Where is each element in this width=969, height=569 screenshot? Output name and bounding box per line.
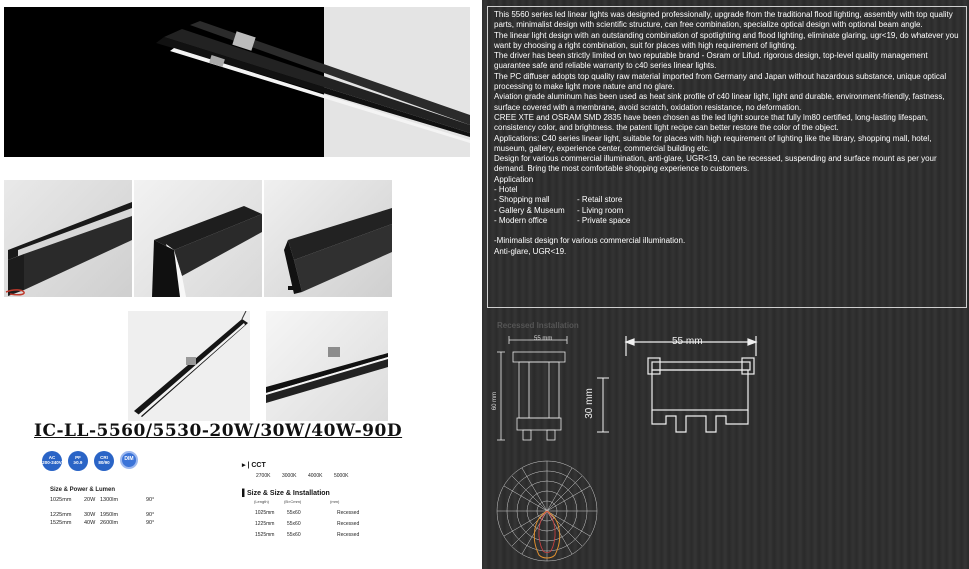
power-factor-badge: PF ≥0.9 (68, 451, 88, 471)
size-power-row: 1225mm 30W 1950lm 90° (50, 512, 155, 518)
footer-line: Anti-glare, UGR<19. (494, 246, 567, 256)
application-item (577, 185, 697, 195)
application-list (494, 185, 960, 226)
size-power-title: Size & Power & Lumen (50, 487, 116, 493)
big-height-label: 30 mm (583, 388, 595, 419)
description-paragraph: CREE XTE and OSRAM SMD 2835 have been chosen as the led light source that fully lm80 certified, long-lasting lifespan, consistency color, and brightness. the patent light recipe can better restore the color of the object. (494, 112, 929, 133)
installation-row: 1225mm 55x60 Recessed (255, 521, 360, 527)
footer-line: -Minimalist design for various commercial illumination. (494, 236, 686, 246)
product-sheet-left (0, 0, 482, 569)
application-item: - Hotel (494, 185, 518, 195)
dim-badge: DIM (120, 451, 138, 469)
installation-title: ▌Size & Size & Installation (242, 490, 330, 497)
small-height-label: 60 mm (492, 391, 499, 411)
product-model-title: IC-LL-5560/5530-20W/30W/40W-90D (34, 421, 403, 441)
application-item: - Gallery & Museum (494, 205, 565, 215)
description-paragraph: This 5560 series led linear lights was designed professionally, upgrade from the traditional flood lighting, assembly with top quality parts, minimalist design with scientific structure, can free combination, specialize optical design with optional beam angle. (494, 10, 953, 30)
description-paragraph: The driver has been strictly limited on two reputable brand - Osram or Lifud. rigorous design, top-level quality management guarantee safe and reliable warranty to c40 series linear lights. (494, 51, 928, 71)
recessed-detail-drawing (622, 332, 762, 444)
application-heading: Application (494, 174, 534, 184)
description-paragraph: The linear light design with an outstanding combination of spotlighting and flood lighting, eliminate glaring, ugr<19, do whatever you want by choosing a right combination, suit for places with high requirement of lighting. (494, 30, 959, 50)
small-width-label: 55 mm (534, 336, 553, 342)
photo-light-installed-ceiling (266, 311, 388, 421)
hero-product-image (4, 7, 470, 157)
description-paragraph: The PC diffuser adopts top quality raw material imported from Germany and Japan without hazardous substance, unique optical processing to make light more nature and no glare. (494, 71, 947, 92)
photo-light-profile (264, 180, 392, 297)
product-description-panel (482, 0, 969, 569)
application-item: - Retail store (577, 195, 623, 205)
installation-subheaders: (Length) (B×Cmm) (mm) (254, 499, 340, 504)
installation-row: 1025mm 55x60 Recessed (255, 510, 360, 516)
cct-title: ▸ | CCT (242, 462, 266, 469)
installation-row: 1525mm 55x60 Recessed (255, 532, 360, 538)
description-paragraph: Applications: C40 series linear light, suitable for places with high requirement of lighting like the library, shopping mall, hotel, museum, gallery, experience center, commercial building etc. (494, 133, 932, 153)
size-power-row: 1525mm 40W 2600lm 90° (50, 520, 155, 526)
cct-values: 2700K 3000K 4000K 5000K (256, 473, 349, 479)
application-item: - Living room (577, 205, 624, 215)
big-width-label: 55 mm (672, 336, 703, 347)
recessed-installation-title: Recessed Installation (497, 321, 579, 330)
description-text-box (487, 6, 967, 308)
ac-voltage-badge: AC 200-240V (42, 451, 62, 471)
application-item: - Modern office (494, 215, 548, 225)
photo-light-side-view (4, 180, 132, 297)
description-paragraph: Design for various commercial illumination, anti-glare, UGR<19, can be recessed, suspending and surface mount as per your demand. Bring the most comfortable shopping experience to customers. (494, 154, 937, 174)
photo-light-end-view (134, 180, 262, 297)
feature-badges (42, 451, 138, 471)
height-dimension-line (597, 376, 609, 436)
polar-light-distribution-chart (487, 455, 632, 567)
application-item: - Private space (577, 215, 631, 225)
description-paragraph: Aviation grade aluminum has been used as heat sink profile of c40 linear light, light and durable, environment-friendly, fastness, surface covered with a membrane, avoid scratch, oxidation resistance, no deformation. (494, 92, 945, 112)
cri-badge: CRI 80/90 (94, 451, 114, 471)
application-item: - Shopping mall (494, 195, 550, 205)
photo-light-installed-diagonal (128, 311, 250, 421)
size-power-row: 1025mm 20W 1300lm 90° (50, 497, 155, 503)
